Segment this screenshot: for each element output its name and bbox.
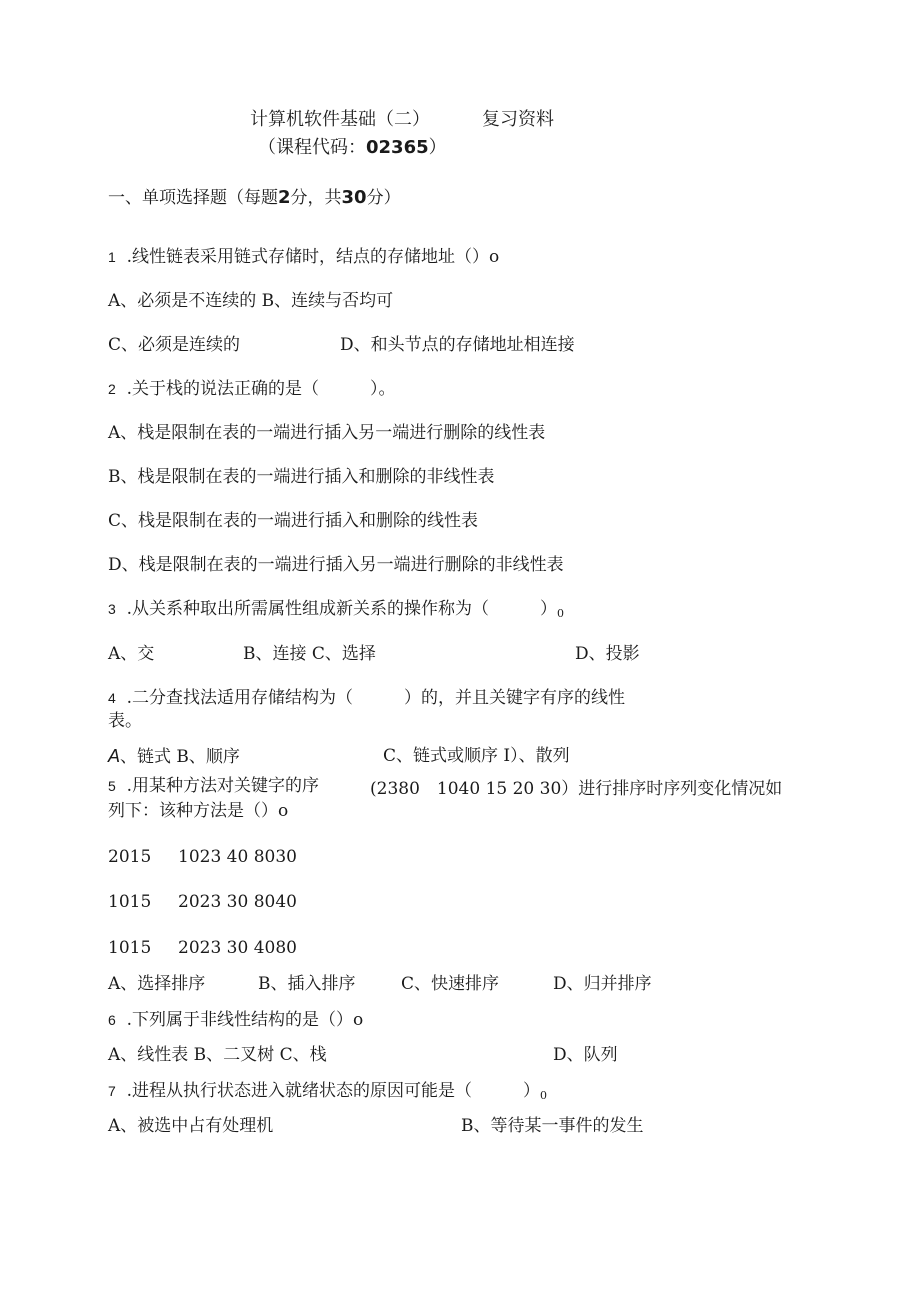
question-6: 6 .下列属于非线性结构的是（）o [108,1010,364,1030]
q1-options-row-1: A、必须是不连续的 B、连续与否均可 [108,291,394,311]
question-4-cont: 表。 [108,711,142,731]
document-title: 计算机软件基础（二） [250,109,430,130]
q7-option-b: B、等待某一事件的发生 [461,1116,644,1136]
q2-option-b: B、栈是限制在表的一端进行插入和删除的非线性表 [108,467,495,487]
q3-option-a: A、交 [108,644,155,664]
sort-step-3-a: 1015 [108,938,152,958]
question-5: 5 .用某种方法对关键字的序 [108,776,320,796]
sort-step-3-b: 2023 30 4080 [178,938,297,958]
q2-option-d: D、栈是限制在表的一端进行插入另一端进行删除的非线性表 [108,555,564,575]
document-title-suffix: 复习资料 [482,109,554,130]
sort-step-2-b: 2023 30 8040 [178,892,297,912]
q1-option-c: C、必须是连续的 [108,335,241,355]
q5-option-b: B、插入排序 [258,974,356,994]
course-code-line: （课程代码：02365） [258,137,447,158]
q1-option-d: D、和头节点的存储地址相连接 [340,335,575,355]
sort-step-1-b: 1023 40 8030 [178,847,297,867]
q5-option-a: A、选择排序 [108,974,206,994]
q4-options-cd: C、链式或顺序 I）、散列 [383,746,570,766]
q6-option-d: D、队列 [553,1045,618,1065]
question-3: 3 .从关系种取出所需属性组成新关系的操作称为（ ）0 [108,599,565,620]
q5-option-d: D、归并排序 [553,974,652,994]
q3-option-d: D、投影 [575,644,640,664]
question-1: 1 .线性链表采用链式存储时，结点的存储地址（）o [108,247,500,267]
q3-option-bc: B、连接 C、选择 [243,644,376,664]
q2-option-c: C、栈是限制在表的一端进行插入和删除的线性表 [108,511,479,531]
question-7: 7 .进程从执行状态进入就绪状态的原因可能是（ ）0 [108,1081,548,1102]
section-heading: 一、单项选择题（每题2分，共30分） [108,187,401,208]
q2-option-a: A、栈是限制在表的一端进行插入另一端进行删除的线性表 [108,423,546,443]
question-5-cont: 列下：该种方法是（）o [108,801,289,821]
q4-options-ab: A、链式 B、顺序 [108,746,240,767]
question-2: 2 .关于栈的说法正确的是（ ）。 [108,379,396,399]
question-4: 4 .二分查找法适用存储结构为（ ）的，并且关键字有序的线性 [108,688,626,708]
q7-option-a: A、被选中占有处理机 [108,1116,274,1136]
course-code: 02365 [366,137,429,158]
q5-option-c: C、快速排序 [401,974,500,994]
sort-step-1-a: 2015 [108,847,152,867]
q6-options-abc: A、线性表 B、二叉树 C、栈 [108,1045,327,1065]
question-5-sequence: (2380 1040 15 20 30）进行排序时序列变化情况如 [370,779,783,799]
sort-step-2-a: 1015 [108,892,152,912]
